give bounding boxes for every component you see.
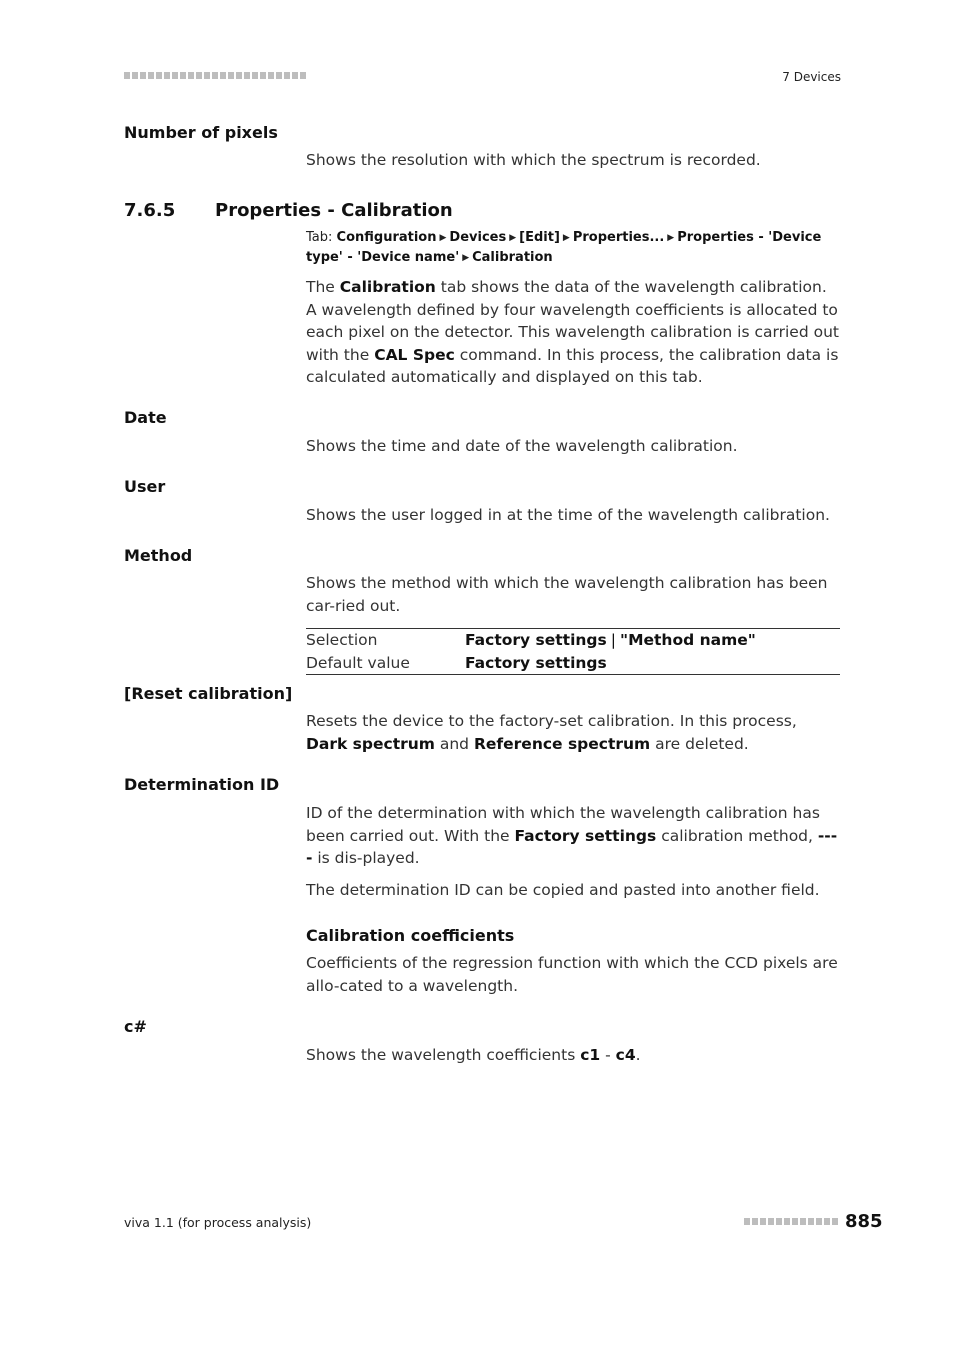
term-number-of-pixels: Number of pixels [124,123,278,142]
triangle-right-icon: ▶ [509,233,517,243]
triangle-right-icon: ▶ [462,253,470,263]
term-method: Method [124,546,193,565]
default-label: Default value [306,653,410,672]
method-selection-table [306,628,840,675]
section-intro: The Calibration tab shows the data of the wavelength calibration. A wavelength defined by four wavelength coefficients is allocated to each pixel on the detector. This wavelength calibration is carried out with the CAL Spec command. In this process, the calibration data is calculated automatically and displayed on this tab. [306,278,839,386]
section-title: Properties - Calibration [215,200,453,221]
triangle-right-icon: ▶ [439,233,447,243]
desc-determination-id: ID of the determination with which the wavelength calibration has been carried out. With the Factory settings calibration method, ---- is dis-played. [306,804,838,867]
default-value: Factory settings [465,653,607,672]
tab-path [306,228,846,268]
desc-user: Shows the user logged in at the time of the wavelength calibration. [306,506,830,524]
page-number: 885 [845,1211,883,1232]
path-item: Devices [449,230,507,245]
desc-method: Shows the method with which the wavelength calibration has been car-ried out. [306,574,828,615]
triangle-right-icon: ▶ [667,233,675,243]
selection-row [306,629,840,652]
path-item: Properties - 'Device type' - 'Device name' [306,230,822,265]
desc-c-hash: Shows the wavelength coefficients c1 - c4. [306,1046,641,1064]
desc-number-of-pixels: Shows the resolution with which the spectrum is recorded. [306,151,761,169]
subheading-calibration-coefficients: Calibration coefficients [306,926,515,945]
tab-prefix: Tab: [306,230,333,245]
path-item: Properties... [572,230,665,245]
desc-reset-calibration: Resets the device to the factory-set calibration. In this process, Dark spectrum and Reference spectrum are deleted. [306,712,797,753]
chapter-header: 7 Devices [782,70,841,84]
term-user: User [124,477,166,496]
term-determination-id: Determination ID [124,775,280,794]
desc-calibration-coefficients: Coefficients of the regression function with which the CCD pixels are allo-cated to a wavelength. [306,954,838,995]
selection-values: Factory settings | "Method name" [465,631,756,649]
section-number: 7.6.5 [124,200,176,221]
header-decoration [124,72,308,79]
default-row [306,652,840,675]
desc-date: Shows the time and date of the wavelength calibration. [306,437,738,455]
term-date: Date [124,408,167,427]
path-item: Configuration [336,230,437,245]
triangle-right-icon: ▶ [562,233,570,243]
selection-label: Selection [306,631,378,649]
desc-determination-id-copy: The determination ID can be copied and pasted into another field. [306,881,820,899]
footer-product: viva 1.1 (for process analysis) [124,1215,312,1230]
term-c-hash: c# [124,1017,147,1036]
path-item: [Edit] [519,230,560,245]
term-reset-calibration: [Reset calibration] [124,684,293,703]
path-item: Calibration [472,250,553,265]
footer-decoration [744,1218,840,1225]
